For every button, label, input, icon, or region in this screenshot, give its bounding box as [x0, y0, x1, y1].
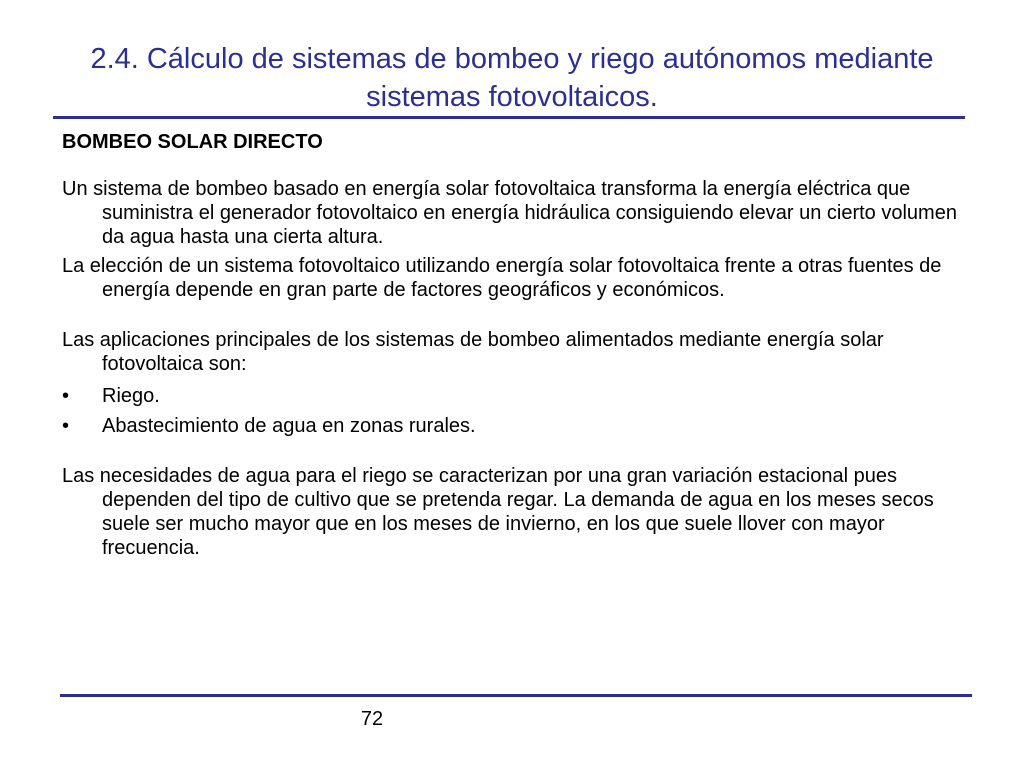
paragraph-intro: Un sistema de bombeo basado en energía solar fotovoltaica transforma la energía eléctrica que suministra el generador fotovoltaico en energía hidráulica consiguiendo elevar un cierto volumen da agua hasta una cierta altura.: [62, 178, 957, 248]
applications-list: [62, 384, 962, 438]
list-item-text: Abastecimiento de agua en zonas rurales.: [102, 415, 476, 437]
footer-divider: [60, 694, 972, 697]
section-heading: BOMBEO SOLAR DIRECTO: [62, 131, 323, 153]
paragraph-applications: Las aplicaciones principales de los sistemas de bombeo alimentados mediante energía solar fotovoltaica son:: [62, 329, 884, 375]
list-item-text: Riego.: [102, 385, 160, 407]
paragraph-choice: La elección de un sistema fotovoltaico utilizando energía solar fotovoltaica frente a otras fuentes de energía depende en gran parte de factores geográficos y económicos.: [62, 255, 942, 301]
slide-body: [62, 130, 962, 560]
title-underline: [53, 116, 965, 119]
list-item: [62, 384, 962, 408]
paragraph-irrigation-needs: Las necesidades de agua para el riego se caracterizan por una gran variación estacional pues dependen del tipo de cultivo que se pretenda regar. La demanda de agua en los meses secos suele ser mucho mayor que en los meses de invierno, en los que suele llover con mayor frecuencia.: [62, 465, 934, 559]
page-number: 72: [360, 708, 384, 730]
list-item: [62, 414, 962, 438]
bullet-icon: •: [62, 385, 70, 407]
slide-title: 2.4. Cálculo de sistemas de bombeo y riego autónomos mediante sistemas fotovoltaicos.: [90, 43, 934, 113]
bullet-icon: •: [62, 415, 70, 437]
